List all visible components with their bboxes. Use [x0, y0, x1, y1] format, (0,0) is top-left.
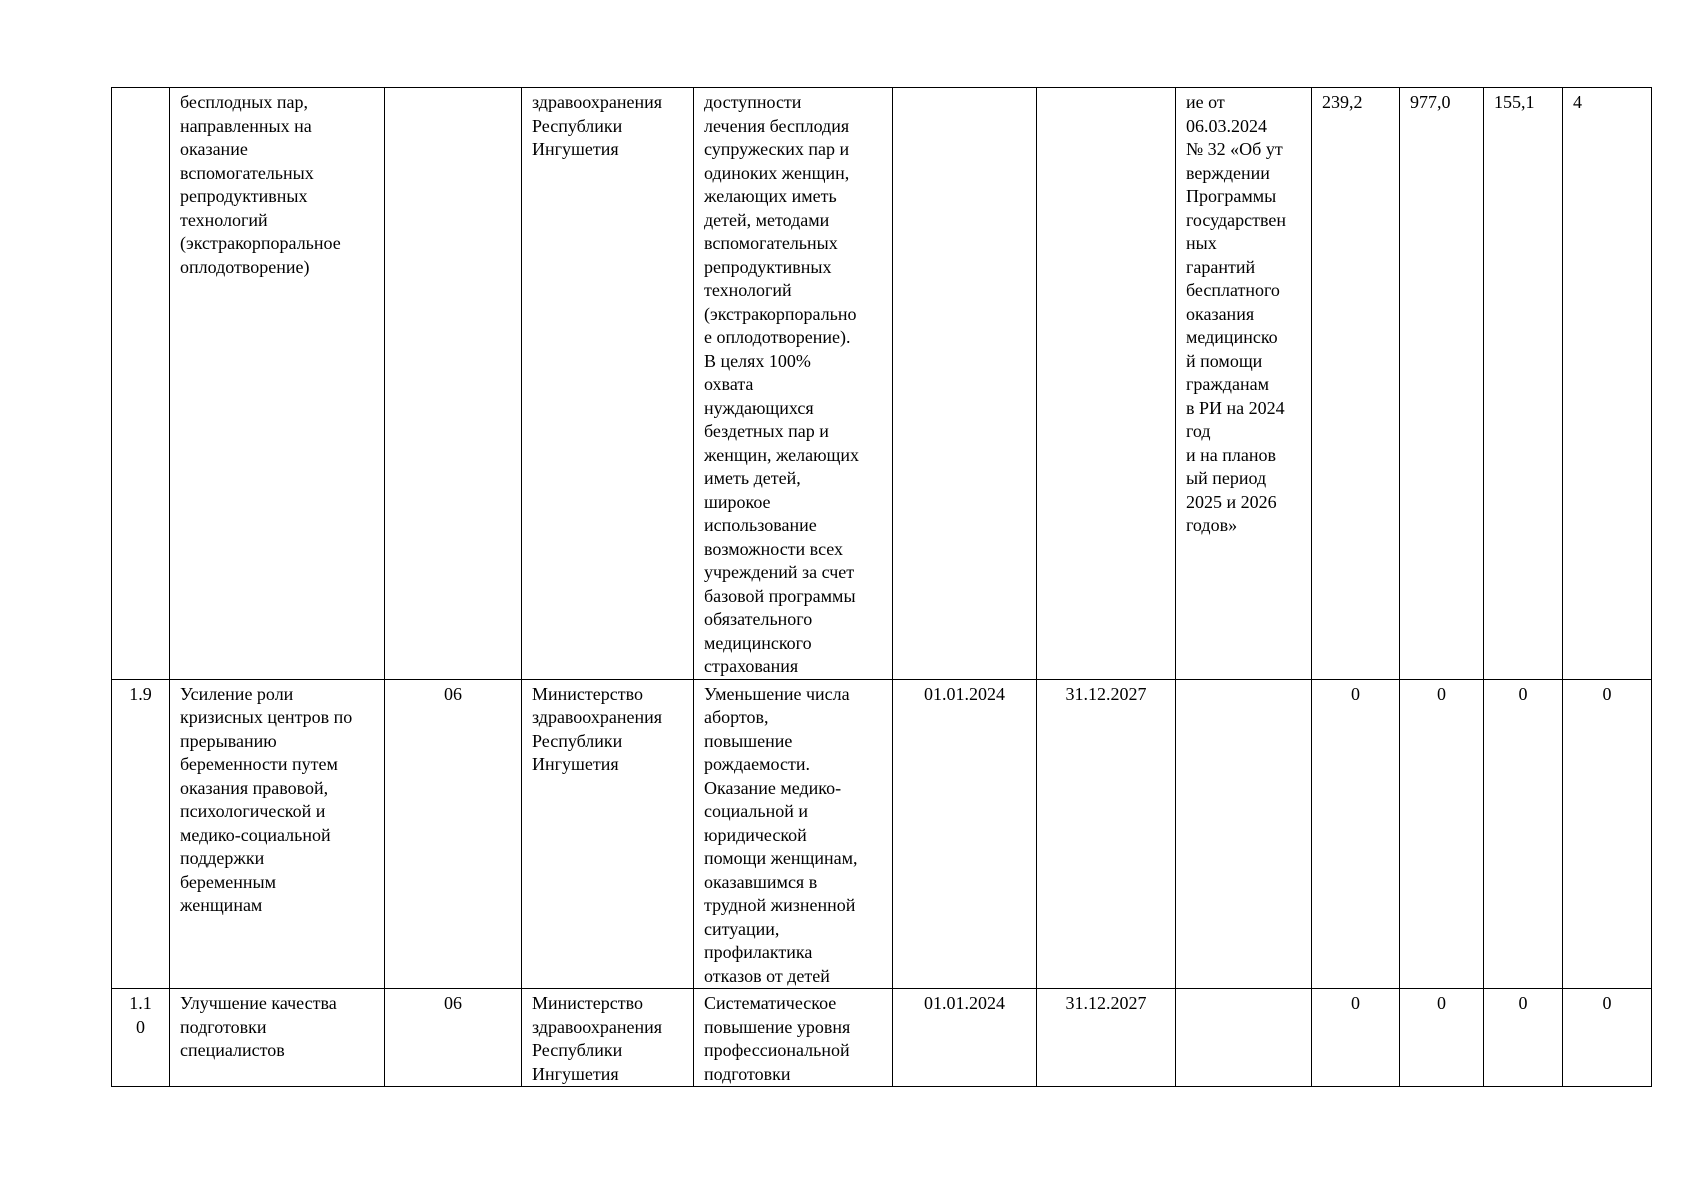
- cell-funding-municipal: 155,1: [1484, 88, 1563, 680]
- cell-legal-basis: [1176, 989, 1312, 1087]
- cell-end-date: 31.12.2027: [1037, 679, 1176, 989]
- cell-executor: Министерство здравоохранения Республики Ингушетия: [522, 989, 694, 1087]
- cell-funding-municipal: 0: [1484, 679, 1563, 989]
- cell-number: [112, 88, 170, 680]
- cell-start-date: 01.01.2024: [893, 989, 1037, 1087]
- cell-legal-basis: ие от 06.03.2024 № 32 «Об ут верждении Программы государствен ных гарантий бесплатного оказания медицинско й помощи гражданам в РИ на 2024 год и на планов ый период 2025 и 2026 годов»: [1176, 88, 1312, 680]
- cell-measure-name: Усиление роли кризисных центров по прерыванию беременности путем оказания правовой, психологической и медико-социальной поддержки беременным женщинам: [170, 679, 385, 989]
- cell-measure-name: бесплодных пар, направленных на оказание вспомогательных репродуктивных технологий (экстракорпоральное оплодотворение): [170, 88, 385, 680]
- cell-funding-other: 0: [1563, 989, 1652, 1087]
- cell-start-date: 01.01.2024: [893, 679, 1037, 989]
- cell-legal-basis: [1176, 679, 1312, 989]
- cell-number: 1.1 0: [112, 989, 170, 1087]
- cell-funding-total: 239,2: [1312, 88, 1400, 680]
- cell-funding-regional: 0: [1400, 679, 1484, 989]
- cell-executor: здравоохранения Республики Ингушетия: [522, 88, 694, 680]
- measures-table: [111, 87, 1652, 1087]
- cell-end-date: [1037, 88, 1176, 680]
- cell-expected-result: Уменьшение числа абортов, повышение рождаемости. Оказание медико- социальной и юридической помощи женщинам, оказавшимся в трудной жизненной ситуации, профилактика отказов от детей: [694, 679, 893, 989]
- cell-funding-regional: 0: [1400, 989, 1484, 1087]
- cell-code: 06: [385, 679, 522, 989]
- cell-funding-total: 0: [1312, 679, 1400, 989]
- cell-funding-total: 0: [1312, 989, 1400, 1087]
- cell-expected-result: доступности лечения бесплодия супружеских пар и одиноких женщин, желающих иметь детей, методами вспомогательных репродуктивных технологий (экстракорпоральн​о е оплодотворение). В целях 100% охвата нуждающихся бездетных пар и женщин, желающих иметь детей, широкое использование возможности всех учреждений за счет базовой программы обязательного медицинского страхования: [694, 88, 893, 680]
- cell-expected-result: Систематическое повышение уровня профессиональной подготовки: [694, 989, 893, 1087]
- cell-funding-municipal: 0: [1484, 989, 1563, 1087]
- table-row: [112, 679, 1652, 989]
- cell-measure-name: Улучшение качества подготовки специалистов: [170, 989, 385, 1087]
- cell-start-date: [893, 88, 1037, 680]
- cell-number: 1.9: [112, 679, 170, 989]
- cell-funding-regional: 977,0: [1400, 88, 1484, 680]
- cell-executor: Министерство здравоохранения Республики Ингушетия: [522, 679, 694, 989]
- cell-funding-other: 0: [1563, 679, 1652, 989]
- table-row: [112, 88, 1652, 680]
- cell-code: 06: [385, 989, 522, 1087]
- cell-code: [385, 88, 522, 680]
- cell-end-date: 31.12.2027: [1037, 989, 1176, 1087]
- table-row: [112, 989, 1652, 1087]
- cell-funding-other: 4: [1563, 88, 1652, 680]
